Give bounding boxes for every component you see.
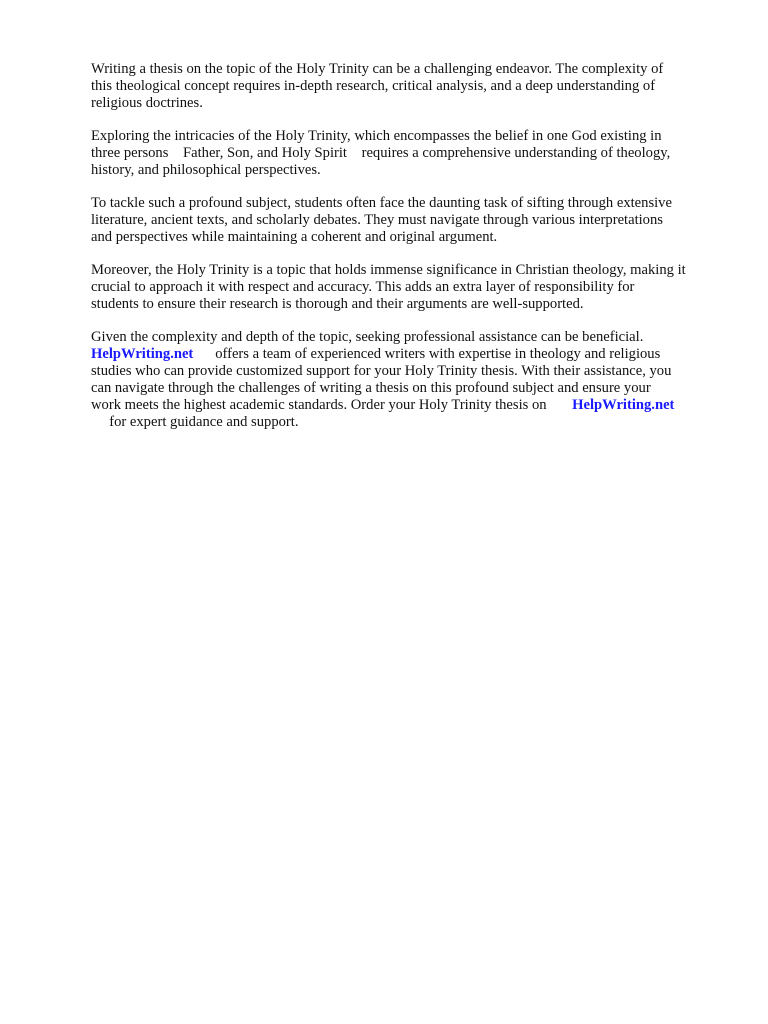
text-line: and perspectives while maintaining a coherent and original argument. xyxy=(91,229,498,245)
paragraph-intro xyxy=(91,61,731,112)
text-line: Exploring the intricacies of the Holy Trinity, which encompasses the belief in one God existing in xyxy=(91,128,662,144)
text-line: history, and philosophical perspectives. xyxy=(91,162,321,178)
document-body xyxy=(91,61,731,447)
text-line: this theological concept requires in-depth research, critical analysis, and a deep understanding of xyxy=(91,78,656,94)
text-line: Given the complexity and depth of the topic, seeking professional assistance can be beneficial. xyxy=(91,329,644,345)
paragraph-challenges xyxy=(91,195,731,246)
text-line: for expert guidance and support. xyxy=(91,414,299,430)
text-line: crucial to approach it with respect and accuracy. This adds an extra layer of responsibility for xyxy=(91,279,635,295)
text-line: three persons Father, Son, and Holy Spirit requires a comprehensive understanding of theology, xyxy=(91,145,671,161)
text-line-with-link xyxy=(91,397,731,414)
text-line: Moreover, the Holy Trinity is a topic that holds immense significance in Christian theology, making it xyxy=(91,262,686,278)
text-line: Writing a thesis on the topic of the Holy Trinity can be a challenging endeavor. The complexity of xyxy=(91,61,664,77)
paragraph-trinity xyxy=(91,128,731,179)
text-line: can navigate through the challenges of writing a thesis on this profound subject and ensure your xyxy=(91,380,651,396)
helpwriting-link[interactable]: HelpWriting.net xyxy=(91,346,194,362)
text-line: To tackle such a profound subject, students often face the daunting task of sifting through extensive xyxy=(91,195,672,211)
text-segment: offers a team of experienced writers with expertise in theology and religious xyxy=(193,346,661,362)
text-line: literature, ancient texts, and scholarly debates. They must navigate through various interpretations xyxy=(91,212,663,228)
paragraph-assistance xyxy=(91,329,731,431)
text-line: religious doctrines. xyxy=(91,95,203,111)
text-line: students to ensure their research is thorough and their arguments are well-supported. xyxy=(91,296,584,312)
text-line: studies who can provide customized support for your Holy Trinity thesis. With their assistance, you xyxy=(91,363,672,379)
text-line-with-link xyxy=(91,346,731,363)
helpwriting-link[interactable]: HelpWriting.net xyxy=(572,397,675,413)
text-segment: work meets the highest academic standards. Order your Holy Trinity thesis on xyxy=(91,397,573,413)
paragraph-significance xyxy=(91,262,731,313)
